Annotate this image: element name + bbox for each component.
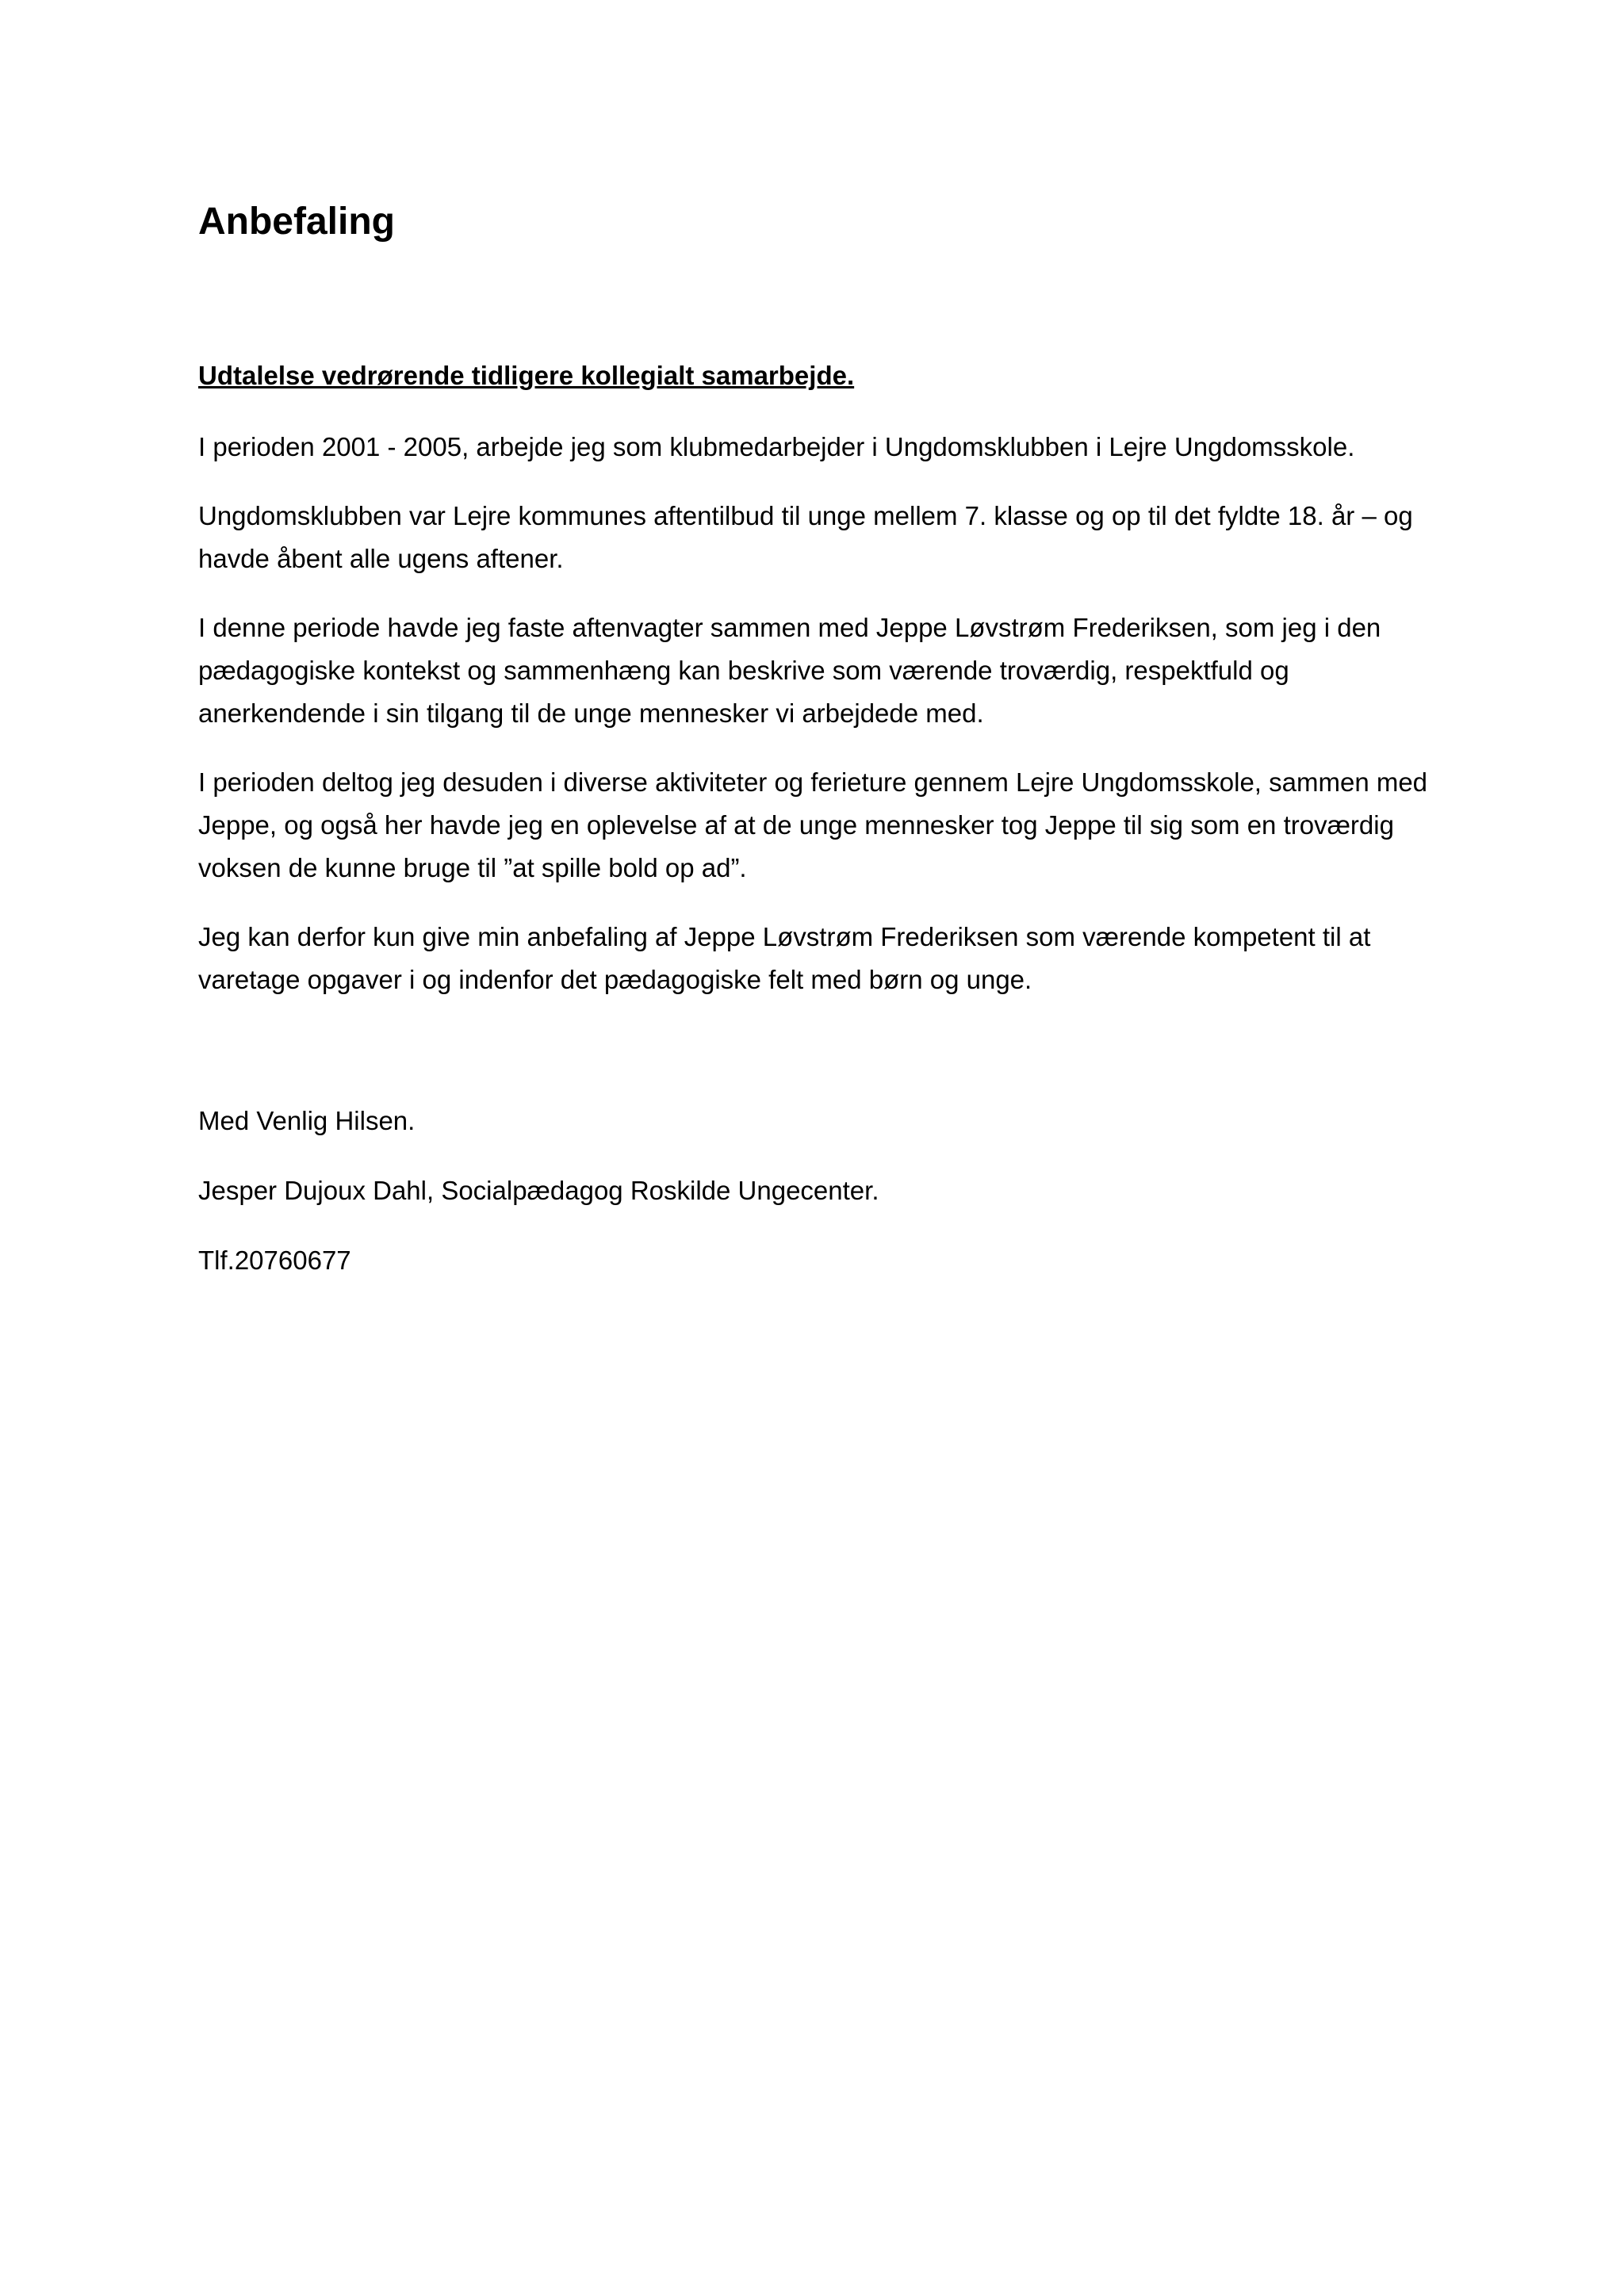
document-title: Anbefaling xyxy=(198,201,395,243)
closing-line: Med Venlig Hilsen. xyxy=(198,1106,416,1135)
paragraph-activities: I perioden deltog jeg desuden i diverse aktiviteter og ferieture gennem Lejre Ungdomsskole, sammen med Jeppe, og også her havde jeg en oplevelse af at de unge mennesker tog Jeppe til sig som en troværdig voksen de kunne bruge til ”at spille bold op ad”. xyxy=(198,767,1428,882)
paragraph-evening-shifts: I denne periode havde jeg faste aftenvagter sammen med Jeppe Løvstrøm Frederiksen, som jeg i den pædagogiske kontekst og sammenhæng kan beskrive som værende troværdig, respektfuld og anerkendende i sin tilgang til de unge mennesker vi arbejdede med. xyxy=(198,613,1381,728)
signer-line: Jesper Dujoux Dahl, Socialpædagog Roskilde Ungecenter. xyxy=(198,1176,879,1205)
paragraph-period: I perioden 2001 - 2005, arbejde jeg som klubmedarbejder i Ungdomsklubben i Lejre Ungdomsskole. xyxy=(198,432,1355,461)
phone-line: Tlf.20760677 xyxy=(198,1246,351,1275)
paragraph-recommendation: Jeg kan derfor kun give min anbefaling af Jeppe Løvstrøm Frederiksen som værende kompetent til at varetage opgaver i og indenfor det pædagogiske felt med børn og unge. xyxy=(198,922,1371,994)
paragraph-youth-club: Ungdomsklubben var Lejre kommunes aftentilbud til unge mellem 7. klasse og op til det fyldte 18. år – og havde åbent alle ugens aftener. xyxy=(198,501,1413,573)
document-subheading: Udtalelse vedrørende tidligere kollegialt samarbejde. xyxy=(198,361,855,390)
